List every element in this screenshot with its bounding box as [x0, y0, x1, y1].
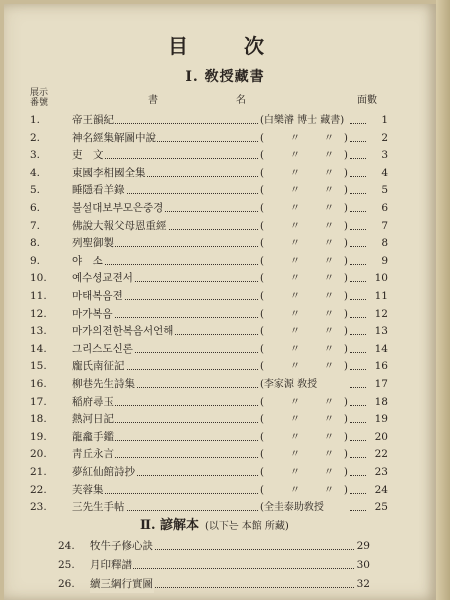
paren-open: (: [260, 343, 264, 355]
item-title: 불설대보부모은중경: [72, 200, 164, 217]
dot-leader: [350, 440, 366, 441]
ditto-mark: 〃: [290, 132, 300, 144]
list-item: [0, 130, 450, 147]
page-number: 8: [381, 237, 388, 250]
dot-leader: [350, 264, 366, 265]
item-title: 芙蓉集: [72, 482, 105, 499]
dot-leader: [350, 176, 366, 177]
paren-close: ): [344, 308, 348, 320]
ditto-mark: 〃: [290, 396, 300, 408]
section-2-subtitle: (以下는 本館 所藏): [205, 521, 289, 532]
paren-open: (: [260, 291, 264, 302]
paren-open: (: [260, 203, 264, 214]
ditto-mark: 〃: [290, 449, 300, 461]
item-number: 26.: [58, 578, 75, 590]
list-item: [0, 253, 450, 270]
list-item: [0, 218, 450, 235]
ditto-mark: 〃: [324, 203, 334, 214]
page-number: 23: [374, 466, 388, 478]
page-number: 14: [374, 342, 388, 355]
list-item: [0, 147, 450, 164]
paren-open: (: [260, 467, 264, 478]
item-number: 13.: [30, 325, 47, 338]
owner-name: (白樂濬 博士 藏書): [260, 115, 345, 126]
page-number: 2: [381, 131, 388, 144]
item-title: 牧牛子修心訣: [90, 538, 154, 555]
document-title: 目 次: [168, 34, 282, 58]
dot-leader: [350, 211, 366, 212]
ditto-mark: 〃: [324, 220, 334, 232]
column-header-pages: 面數: [357, 95, 377, 106]
item-title: 야 소: [72, 253, 104, 270]
paren-close: ): [344, 220, 348, 232]
dot-leader: [350, 369, 366, 370]
ditto-mark: 〃: [324, 361, 334, 373]
ditto-mark: 〃: [324, 449, 334, 461]
item-title: 靑丘永言: [72, 446, 115, 463]
item-title: 稲府尋玉: [72, 394, 115, 411]
page-number: 4: [381, 166, 388, 179]
item-title: 東國李相國全集: [72, 165, 147, 182]
ditto-mark: 〃: [324, 396, 334, 408]
list-item: [0, 411, 450, 428]
section-1-title: Ⅰ. 敎授藏書: [185, 69, 265, 85]
column-header-title: 書名: [148, 95, 324, 106]
dot-leader: [350, 510, 366, 511]
dot-leader: [350, 229, 366, 230]
paren-open: (: [260, 326, 264, 338]
item-number: 14.: [30, 342, 47, 355]
page-number: 13: [374, 325, 388, 338]
dot-leader: [350, 493, 366, 494]
ditto-mark: 〃: [290, 185, 300, 197]
dot-leader: [350, 352, 366, 353]
ditto-mark: 〃: [290, 273, 300, 285]
page-number: 1: [381, 114, 388, 126]
item-title: 熱河日記: [72, 411, 115, 428]
list-item: [0, 182, 450, 199]
paren-close: ): [344, 431, 348, 443]
page-number: 3: [381, 149, 388, 162]
item-number: 22.: [30, 483, 47, 496]
paren-close: ): [344, 150, 348, 162]
paren-close: ): [344, 238, 348, 250]
item-title: 三先生手帖: [72, 499, 126, 516]
item-number: 16.: [30, 378, 47, 390]
ditto-mark: 〃: [324, 167, 334, 179]
item-title: 吏 文: [72, 147, 105, 164]
item-title: 列聖御製: [72, 235, 115, 252]
dot-leader: [350, 334, 366, 335]
item-title: 龍龕手鑑: [72, 429, 115, 446]
paren-open: (: [260, 185, 264, 197]
page-number: 24: [374, 483, 388, 496]
page-number: 17: [374, 378, 388, 390]
ditto-mark: 〃: [290, 467, 300, 478]
item-number: 17.: [30, 395, 47, 408]
ditto-mark: 〃: [324, 150, 334, 162]
list-item: [0, 376, 450, 393]
page-number: 32: [356, 578, 370, 590]
list-item: [0, 306, 450, 323]
ditto-mark: 〃: [324, 431, 334, 443]
page-number: 29: [356, 540, 370, 552]
section-2-title: [140, 514, 289, 533]
list-item: [0, 112, 450, 129]
item-number: 12.: [30, 307, 47, 320]
ditto-mark: 〃: [290, 431, 300, 443]
paren-open: (: [260, 132, 264, 144]
ditto-mark: 〃: [290, 326, 300, 338]
paren-open: (: [260, 449, 264, 461]
ditto-mark: 〃: [290, 361, 300, 373]
item-title: 그리스도신론: [72, 341, 134, 358]
item-title: 예수셩교젼서: [72, 270, 134, 287]
list-item: [0, 538, 450, 555]
ditto-mark: 〃: [324, 273, 334, 285]
dot-leader: [350, 299, 366, 300]
page-number: 9: [381, 254, 388, 267]
item-number: 25.: [58, 559, 75, 571]
item-title: 마가복음: [72, 306, 114, 323]
dot-leader: [350, 193, 366, 194]
item-number: 21.: [30, 466, 47, 478]
list-item: [0, 270, 450, 287]
list-item: [0, 323, 450, 340]
dot-leader: [350, 317, 366, 318]
page-number: 20: [374, 430, 388, 443]
ditto-mark: 〃: [324, 132, 334, 144]
page-number: 25: [374, 501, 388, 514]
paren-close: ): [344, 484, 348, 496]
page-number: 11: [374, 290, 388, 302]
paren-close: ): [344, 291, 348, 302]
ditto-mark: 〃: [290, 150, 300, 162]
item-number: 20.: [30, 448, 47, 461]
list-item: [0, 200, 450, 217]
ditto-mark: 〃: [290, 255, 300, 267]
list-item: [0, 165, 450, 182]
ditto-mark: 〃: [324, 343, 334, 355]
paren-open: (: [260, 273, 264, 285]
paren-open: (: [260, 308, 264, 320]
paren-close: ): [344, 167, 348, 179]
item-number: 1.: [30, 114, 41, 126]
item-number: 11.: [30, 290, 47, 302]
item-number: 7.: [30, 219, 41, 232]
list-item: [0, 358, 450, 375]
item-title: 마태복음젼: [72, 288, 124, 305]
list-item: [0, 482, 450, 499]
ditto-mark: 〃: [290, 308, 300, 320]
list-item: [0, 288, 450, 305]
paren-close: ): [344, 361, 348, 373]
ditto-mark: 〃: [324, 484, 334, 496]
ditto-mark: 〃: [290, 238, 300, 250]
item-title: 龐氏南征記: [72, 358, 126, 375]
dot-leader: [350, 158, 366, 159]
dot-leader: [350, 141, 366, 142]
item-title: 柳巷先生詩集: [72, 376, 136, 393]
item-title: 佛說大報父母恩重經: [72, 218, 168, 235]
ditto-mark: 〃: [324, 308, 334, 320]
owner-name: (全圭泰助敎授: [260, 502, 324, 514]
page-number: 16: [374, 360, 388, 373]
page-number: 30: [356, 559, 370, 571]
item-number: 19.: [30, 430, 47, 443]
dot-leader: [350, 422, 366, 423]
ditto-mark: 〃: [324, 291, 334, 302]
section-2-heading: Ⅱ. 諺解本: [140, 518, 200, 533]
list-item: [0, 576, 450, 593]
ditto-mark: 〃: [290, 220, 300, 232]
list-item: [0, 464, 450, 481]
item-number: 23.: [30, 501, 47, 514]
item-number: 15.: [30, 360, 47, 373]
list-item: [0, 394, 450, 411]
item-number: 3.: [30, 149, 41, 162]
page-number: 22: [374, 448, 388, 461]
dot-leader: [350, 405, 366, 406]
ditto-mark: 〃: [324, 238, 334, 250]
paren-close: ): [344, 203, 348, 214]
dot-leader: [350, 123, 366, 124]
paren-close: ): [344, 467, 348, 478]
item-number: 4.: [30, 166, 41, 179]
item-number: 24.: [58, 540, 75, 552]
paren-open: (: [260, 414, 264, 426]
ditto-mark: 〃: [324, 467, 334, 478]
ditto-mark: 〃: [324, 414, 334, 426]
item-title: 續三綱行實圖: [90, 576, 154, 593]
ditto-mark: 〃: [290, 343, 300, 355]
item-number: 5.: [30, 184, 41, 197]
paren-open: (: [260, 431, 264, 443]
item-title: 帝王韻紀: [72, 112, 115, 129]
ditto-mark: 〃: [290, 414, 300, 426]
paren-close: ): [344, 343, 348, 355]
list-item: [0, 446, 450, 463]
list-item: [0, 235, 450, 252]
dot-leader: [350, 281, 366, 282]
list-item: [0, 557, 450, 574]
page-number: 12: [374, 307, 388, 320]
ditto-mark: 〃: [290, 484, 300, 496]
list-item: [0, 341, 450, 358]
item-number: 18.: [30, 413, 47, 426]
item-number: 10.: [30, 272, 47, 285]
item-title: 神名經集解圖中說: [72, 130, 157, 147]
paren-open: (: [260, 396, 264, 408]
ditto-mark: 〃: [324, 326, 334, 338]
dot-leader: [350, 387, 366, 388]
page-number: 5: [381, 184, 388, 197]
paren-close: ): [344, 449, 348, 461]
item-number: 9.: [30, 254, 41, 267]
ditto-mark: 〃: [290, 167, 300, 179]
page-number: 18: [374, 395, 388, 408]
column-header-number: [30, 88, 48, 108]
paren-open: (: [260, 150, 264, 162]
ditto-mark: 〃: [324, 185, 334, 197]
paren-open: (: [260, 255, 264, 267]
paren-close: ): [344, 326, 348, 338]
item-title: 睡隱看羊錄: [72, 182, 126, 199]
paren-close: ): [344, 255, 348, 267]
item-number: 6.: [30, 202, 41, 214]
page-number: 10: [374, 272, 388, 285]
paren-open: (: [260, 484, 264, 496]
item-title: 夢紅仙館詩抄: [72, 464, 136, 481]
dot-leader: [350, 475, 366, 476]
column-header-number-text: 展示 番號: [30, 88, 49, 108]
page-number: 7: [381, 219, 388, 232]
paren-open: (: [260, 167, 264, 179]
paren-open: (: [260, 220, 264, 232]
item-title: 月印釋譜: [90, 557, 133, 574]
ditto-mark: 〃: [324, 255, 334, 267]
item-number: 2.: [30, 131, 41, 144]
owner-name: (李家源 敎授: [260, 379, 318, 390]
page-number: 6: [381, 202, 388, 214]
list-item: [0, 429, 450, 446]
item-title: 마가의젼한복음서언해: [72, 323, 174, 340]
paren-close: ): [344, 132, 348, 144]
paren-close: ): [344, 185, 348, 197]
paren-open: (: [260, 361, 264, 373]
ditto-mark: 〃: [290, 203, 300, 214]
paren-open: (: [260, 238, 264, 250]
page-number: 19: [374, 413, 388, 426]
paren-close: ): [344, 414, 348, 426]
ditto-mark: 〃: [290, 291, 300, 302]
paren-close: ): [344, 273, 348, 285]
item-number: 8.: [30, 237, 41, 250]
dot-leader: [350, 457, 366, 458]
dot-leader: [350, 246, 366, 247]
paren-close: ): [344, 396, 348, 408]
